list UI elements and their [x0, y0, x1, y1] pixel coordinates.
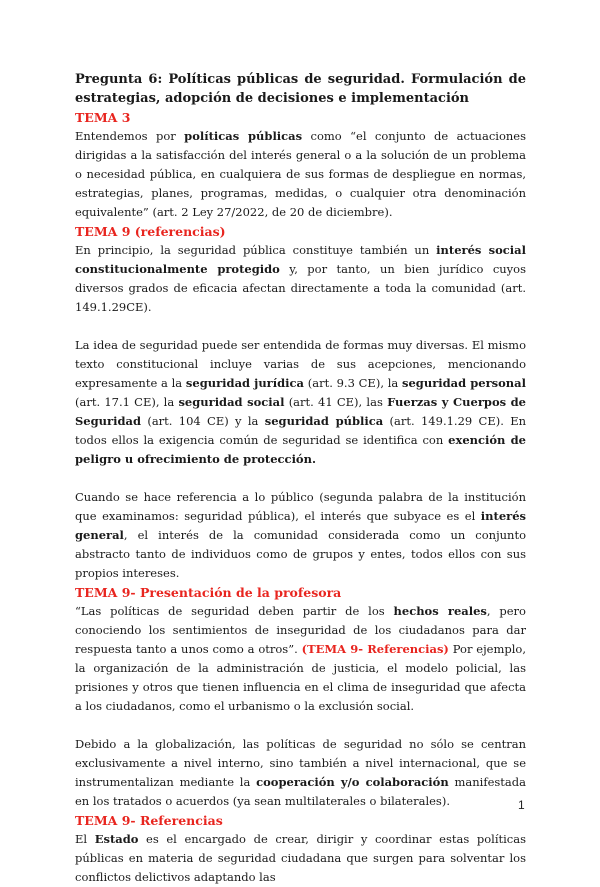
page-number: 1	[518, 798, 525, 812]
document-page	[75, 70, 526, 887]
question-heading: Pregunta 6: Políticas públicas de seguridad. Formulación de estrategias, adopción de decisiones e implementación	[75, 72, 526, 106]
paragraph-acepciones: La idea de seguridad puede ser entendida de formas muy diversas. El mismo texto constitucional incluye varias de sus acepciones, mencionando expresamente a la seguridad jurídica (art. 9.3 CE), la seguridad personal (art. 17.1 CE), la seguridad social (art. 41 CE), las Fuerzas y Cuerpos de Seguridad (art. 104 CE) y la seguridad pública (art. 149.1.29 CE). En todos ellos la exigencia común de seguridad se identifica con exención de peligro u ofrecimiento de protección.	[75, 338, 527, 466]
paragraph-globalizacion: Debido a la globalización, las políticas de seguridad no sólo se centran exclusivamente a nivel interno, sino también a nivel internacional, que se instrumentalizan mediante la cooperación y/o colaboración manifestada en los tratados o acuerdos (ya sean multilaterales o bilaterales).	[75, 737, 526, 808]
paragraph-definition: Entendemos por políticas públicas como “el conjunto de actuaciones dirigidas a la satisfacción del interés general o a la solución de un problema o necesidad pública, en cualquiera de sus formas de despliegue en normas, estrategias, planes, programas, medidas, o cualquier otra denominación equivalente” (art. 2 Ley 27/2022, de 20 de diciembre).	[75, 129, 526, 219]
section-label-referencias: TEMA 9- Referencias	[75, 813, 223, 828]
section-label-tema-3: TEMA 3	[75, 110, 131, 125]
section-label-presentacion: TEMA 9- Presentación de la profesora	[75, 585, 342, 600]
paragraph-interes-social: En principio, la seguridad pública constituye también un interés social constitucionalmente protegido y, por tanto, un bien jurídico cuyos diversos grados de eficacia afectan directamente a toda la comunidad (art. 149.1.29CE).	[75, 243, 526, 314]
section-label-tema-9-referencias: TEMA 9 (referencias)	[75, 224, 226, 239]
paragraph-hechos-reales: “Las políticas de seguridad deben partir de los hechos reales, pero conociendo los sentimientos de inseguridad de los ciudadanos para dar respuesta tanto a unos como a otros”. (TEMA 9- Referencias) Por ejemplo, la organización de la administración de justicia, el modelo policial, las prisiones y otros que tienen influencia en el clima de inseguridad que afecta a los ciudadanos, como el urbanismo o la exclusión social.	[75, 604, 527, 713]
paragraph-estado: El Estado es el encargado de crear, dirigir y coordinar estas políticas públicas en materia de seguridad ciudadana que surgen para solventar los conflictos delictivos adaptando las	[75, 832, 526, 884]
paragraph-interes-general: Cuando se hace referencia a lo público (segunda palabra de la institución que examinamos: seguridad pública), el interés que subyace es el interés general, el interés de la comunidad considerada como un conjunto abstracto tanto de individuos como de grupos y entes, todos ellos con sus propios intereses.	[75, 490, 526, 580]
